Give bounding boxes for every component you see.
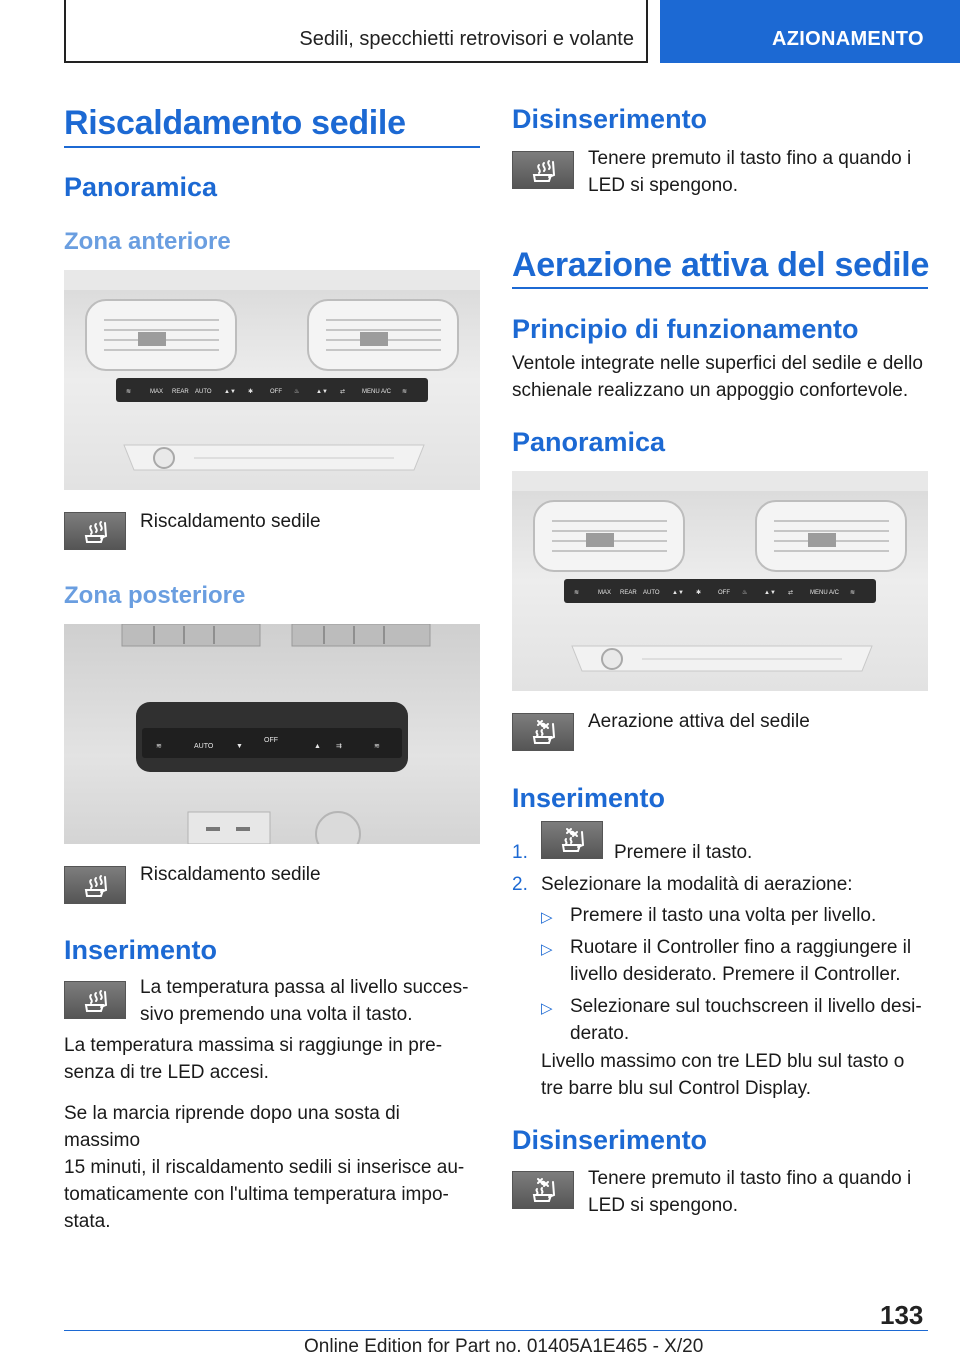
bullet-3-text bbox=[570, 993, 922, 1047]
text-line: derato. bbox=[570, 1023, 630, 1044]
seat-heating-icon-button-dis bbox=[512, 151, 574, 189]
rear-btn-seat-r: ≋ bbox=[374, 743, 380, 750]
text-line: LED si spengono. bbox=[588, 175, 738, 196]
front-btn-fan: ✱ bbox=[248, 389, 254, 395]
heading-disinserimento: Disinserimento bbox=[512, 104, 708, 134]
vent-btn-fan: ✱ bbox=[696, 590, 702, 596]
heading-rule bbox=[512, 287, 928, 289]
front-dashboard-photo bbox=[64, 270, 480, 490]
heading-disinserimento-2: Disinserimento bbox=[512, 1125, 708, 1155]
footer-edition: Online Edition for Part no. 01405A1E465 - X/20 bbox=[304, 1336, 704, 1357]
rear-btn-auto: AUTO bbox=[194, 743, 214, 750]
step-1-text: Premere il tasto. bbox=[614, 842, 753, 863]
heading-inserimento-r: Inserimento bbox=[512, 783, 666, 813]
bullet-2-text bbox=[570, 934, 911, 988]
seat-heating-icon-button-ins bbox=[64, 981, 126, 1019]
heading-inserimento: Inserimento bbox=[64, 935, 218, 965]
footer-rule bbox=[64, 1330, 928, 1331]
rear-caption: Riscaldamento sedile bbox=[140, 864, 321, 885]
vent-btn-recirc: ⇄ bbox=[788, 590, 794, 596]
livello-massimo-text bbox=[541, 1048, 904, 1102]
seat-heating-icon bbox=[529, 157, 559, 185]
page-number: 133 bbox=[880, 1300, 924, 1330]
seat-ventilation-icon-button-dis bbox=[512, 1171, 574, 1209]
rear-btn-up: ▲ bbox=[314, 743, 321, 750]
seat-ventilation-icon bbox=[558, 827, 588, 855]
text-line: stata. bbox=[64, 1211, 111, 1232]
vent-btn-seat-r: ≋ bbox=[850, 590, 856, 596]
seat-ventilation-icon-button-step bbox=[541, 821, 603, 859]
heading-aerazione-attiva: Aerazione attiva del sedile bbox=[512, 246, 930, 284]
paragraph-max-temp bbox=[64, 1032, 442, 1086]
text-line: Se la marcia riprende dopo una sosta di massimo bbox=[64, 1103, 400, 1151]
text-line: tomaticamente con l'ultima temperatura impo- bbox=[64, 1184, 449, 1205]
text-line: LED si spengono. bbox=[588, 1195, 738, 1216]
heading-panoramica: Panoramica bbox=[64, 172, 218, 202]
chapter-tab-label: AZIONAMENTO bbox=[772, 28, 924, 50]
inserimento-icon-text-line: La temperatura passa al livello succes- bbox=[140, 977, 469, 998]
text-line: Ruotare il Controller fino a raggiungere il bbox=[570, 937, 912, 958]
inserimento-icon-text bbox=[140, 974, 468, 1028]
text-line: Ventole integrate nelle superfici del sedile e dello bbox=[512, 353, 923, 374]
rear-btn-seat-l: ≋ bbox=[156, 743, 162, 750]
text-line: La temperatura massima si raggiunge in pre- bbox=[64, 1035, 443, 1056]
text-line: Selezionare sul touchscreen il livello desi- bbox=[570, 996, 922, 1017]
step-2-text: Selezionare la modalità di aerazione: bbox=[541, 874, 853, 895]
front-btn-arrows-2: ▲▼ bbox=[316, 389, 328, 395]
heading-principio: Principio di funzionamento bbox=[512, 314, 859, 344]
seat-heating-icon-button-rear bbox=[64, 866, 126, 904]
vent-btn-auto: AUTO bbox=[643, 590, 660, 596]
step-1-number: 1. bbox=[512, 842, 528, 863]
seat-ventilation-icon bbox=[529, 1177, 559, 1205]
vent-btn-menu: MENU A/C bbox=[810, 590, 840, 596]
front-btn-menu: MENU A/C bbox=[362, 389, 392, 395]
seat-ventilation-icon bbox=[529, 719, 559, 747]
front-btn-seat-r: ≋ bbox=[402, 389, 408, 395]
heading-panoramica-r: Panoramica bbox=[512, 427, 666, 457]
vent-btn-max: MAX bbox=[598, 590, 612, 596]
text-line: Tenere premuto il tasto fino a quando i bbox=[588, 148, 912, 169]
front-btn-defrost: ♨ bbox=[294, 389, 300, 395]
text-line: schienale realizzano un appoggio confortevole. bbox=[512, 380, 909, 401]
triangle-bullet-icon: ▷ bbox=[541, 1000, 553, 1017]
front-btn-arrows: ▲▼ bbox=[224, 389, 236, 395]
section-title: Sedili, specchietti retrovisori e volante bbox=[299, 28, 634, 50]
bullet-1-text: Premere il tasto una volta per livello. bbox=[570, 905, 877, 926]
chapter-tab[interactable] bbox=[660, 0, 960, 63]
vent-btn-arrows: ▲▼ bbox=[672, 590, 684, 596]
heading-rule bbox=[64, 146, 480, 148]
vent-btn-seat: ≋ bbox=[574, 590, 580, 596]
seat-ventilation-icon-button bbox=[512, 713, 574, 751]
ventilation-dashboard-photo bbox=[512, 471, 928, 691]
text-line: senza di tre LED accesi. bbox=[64, 1062, 269, 1083]
disinserimento-2-text bbox=[588, 1165, 911, 1219]
header-section-box bbox=[64, 0, 648, 63]
rear-console-photo bbox=[64, 624, 480, 844]
disinserimento-text bbox=[588, 145, 911, 199]
vent-btn-rear: REAR bbox=[620, 590, 637, 596]
principio-text bbox=[512, 350, 923, 404]
front-btn-auto: AUTO bbox=[195, 389, 212, 395]
heading-riscaldamento-sedile: Riscaldamento sedile bbox=[64, 104, 406, 142]
heading-zona-anteriore: Zona anteriore bbox=[64, 228, 231, 255]
rear-btn-down: ▼ bbox=[236, 743, 243, 750]
front-btn-off: OFF bbox=[270, 389, 282, 395]
vent-btn-off: OFF bbox=[718, 590, 730, 596]
triangle-bullet-icon: ▷ bbox=[541, 909, 553, 926]
paragraph-restart bbox=[64, 1100, 480, 1235]
front-btn-recirc: ⇄ bbox=[340, 389, 346, 395]
text-line: livello desiderato. Premere il Controller. bbox=[570, 964, 901, 985]
seat-heating-icon bbox=[81, 872, 111, 900]
ventilation-caption: Aerazione attiva del sedile bbox=[588, 711, 810, 732]
inserimento-icon-text-line: sivo premendo una volta il tasto. bbox=[140, 1004, 413, 1025]
front-caption: Riscaldamento sedile bbox=[140, 511, 321, 532]
front-btn-rear: REAR bbox=[172, 389, 189, 395]
seat-heating-icon bbox=[81, 518, 111, 546]
front-btn-max: MAX bbox=[150, 389, 164, 395]
heading-zona-posteriore: Zona posteriore bbox=[64, 582, 246, 609]
front-btn-seat: ≋ bbox=[126, 389, 132, 395]
text-line: Tenere premuto il tasto fino a quando i bbox=[588, 1168, 912, 1189]
seat-heating-icon-button bbox=[64, 512, 126, 550]
rear-btn-off: OFF bbox=[264, 737, 278, 744]
step-2-number: 2. bbox=[512, 874, 528, 895]
seat-heating-icon bbox=[81, 987, 111, 1015]
text-line: Livello massimo con tre LED blu sul tasto o bbox=[541, 1051, 905, 1072]
rear-btn-air: ⇉ bbox=[336, 743, 342, 750]
triangle-bullet-icon: ▷ bbox=[541, 941, 553, 958]
vent-btn-arrows-2: ▲▼ bbox=[764, 590, 776, 596]
text-line: tre barre blu sul Control Display. bbox=[541, 1078, 811, 1099]
text-line: 15 minuti, il riscaldamento sedili si inserisce au- bbox=[64, 1157, 465, 1178]
vent-btn-defrost: ♨ bbox=[742, 590, 748, 596]
